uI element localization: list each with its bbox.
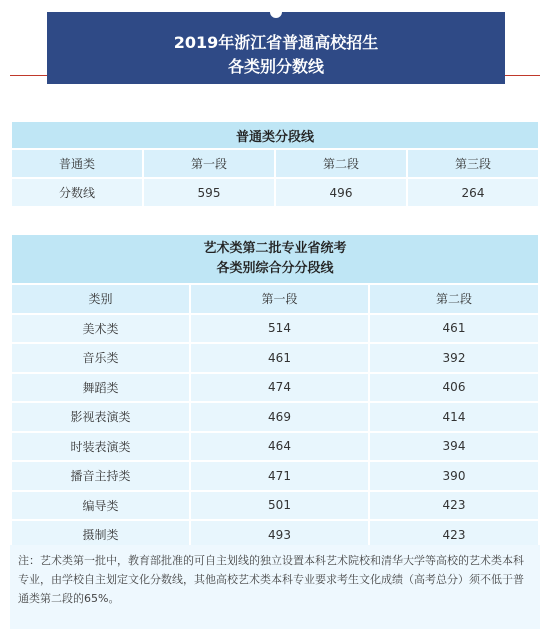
art-cell: 464 bbox=[190, 432, 369, 462]
art-cell: 469 bbox=[190, 402, 369, 432]
table-row bbox=[11, 373, 539, 403]
table-row bbox=[11, 461, 539, 491]
page-title: 2019年浙江省普通高校招生 bbox=[173, 33, 379, 52]
art-cell: 461 bbox=[190, 343, 369, 373]
general-score-table bbox=[10, 120, 540, 208]
table-row bbox=[11, 178, 539, 207]
art-cell: 471 bbox=[190, 461, 369, 491]
art-cell: 390 bbox=[369, 461, 539, 491]
art-cell: 406 bbox=[369, 373, 539, 403]
general-table-title: 普通类分段线 bbox=[11, 121, 539, 149]
art-cell: 394 bbox=[369, 432, 539, 462]
art-cell: 514 bbox=[190, 314, 369, 344]
table-row bbox=[11, 402, 539, 432]
general-cell: 分数线 bbox=[11, 178, 143, 207]
art-table-title-line1: 艺术类第二批专业省统考 bbox=[203, 241, 347, 256]
art-header-cell: 第二段 bbox=[369, 284, 539, 314]
art-cell: 编导类 bbox=[11, 491, 190, 521]
art-header-cell: 第一段 bbox=[190, 284, 369, 314]
general-header-cell: 第二段 bbox=[275, 149, 407, 178]
general-header-cell: 第三段 bbox=[407, 149, 539, 178]
art-header-cell: 类别 bbox=[11, 284, 190, 314]
art-cell: 舞蹈类 bbox=[11, 373, 190, 403]
page-title-banner bbox=[47, 12, 505, 84]
art-table-title bbox=[11, 234, 539, 284]
page-subtitle: 各类别分数线 bbox=[227, 57, 324, 76]
art-cell: 493 bbox=[190, 520, 369, 550]
banner-notch bbox=[270, 6, 282, 18]
general-cell: 595 bbox=[143, 178, 275, 207]
table-row bbox=[11, 314, 539, 344]
table-row bbox=[11, 432, 539, 462]
art-cell: 392 bbox=[369, 343, 539, 373]
art-cell: 音乐类 bbox=[11, 343, 190, 373]
art-table-title-line2: 各类别综合分分段线 bbox=[216, 261, 334, 276]
art-cell: 播音主持类 bbox=[11, 461, 190, 491]
art-cell: 414 bbox=[369, 402, 539, 432]
art-cell: 423 bbox=[369, 520, 539, 550]
general-cell: 496 bbox=[275, 178, 407, 207]
art-cell: 474 bbox=[190, 373, 369, 403]
art-cell: 美术类 bbox=[11, 314, 190, 344]
art-cell: 461 bbox=[369, 314, 539, 344]
table-row bbox=[11, 491, 539, 521]
art-cell: 501 bbox=[190, 491, 369, 521]
general-cell: 264 bbox=[407, 178, 539, 207]
art-cell: 摄制类 bbox=[11, 520, 190, 550]
general-header-cell: 普通类 bbox=[11, 149, 143, 178]
art-cell: 时装表演类 bbox=[11, 432, 190, 462]
footnote: 注：艺术类第一批中，教育部批准的可自主划线的独立设置本科艺术院校和清华大学等高校的艺术类本科专业，由学校自主划定文化分数线，其他高校艺术类本科专业要求考生文化成绩（高考总分）须不低于普通类第二段的65%。 bbox=[10, 545, 540, 629]
art-cell: 423 bbox=[369, 491, 539, 521]
art-cell: 影视表演类 bbox=[11, 402, 190, 432]
table-row bbox=[11, 343, 539, 373]
general-header-cell: 第一段 bbox=[143, 149, 275, 178]
art-score-table bbox=[10, 233, 540, 551]
